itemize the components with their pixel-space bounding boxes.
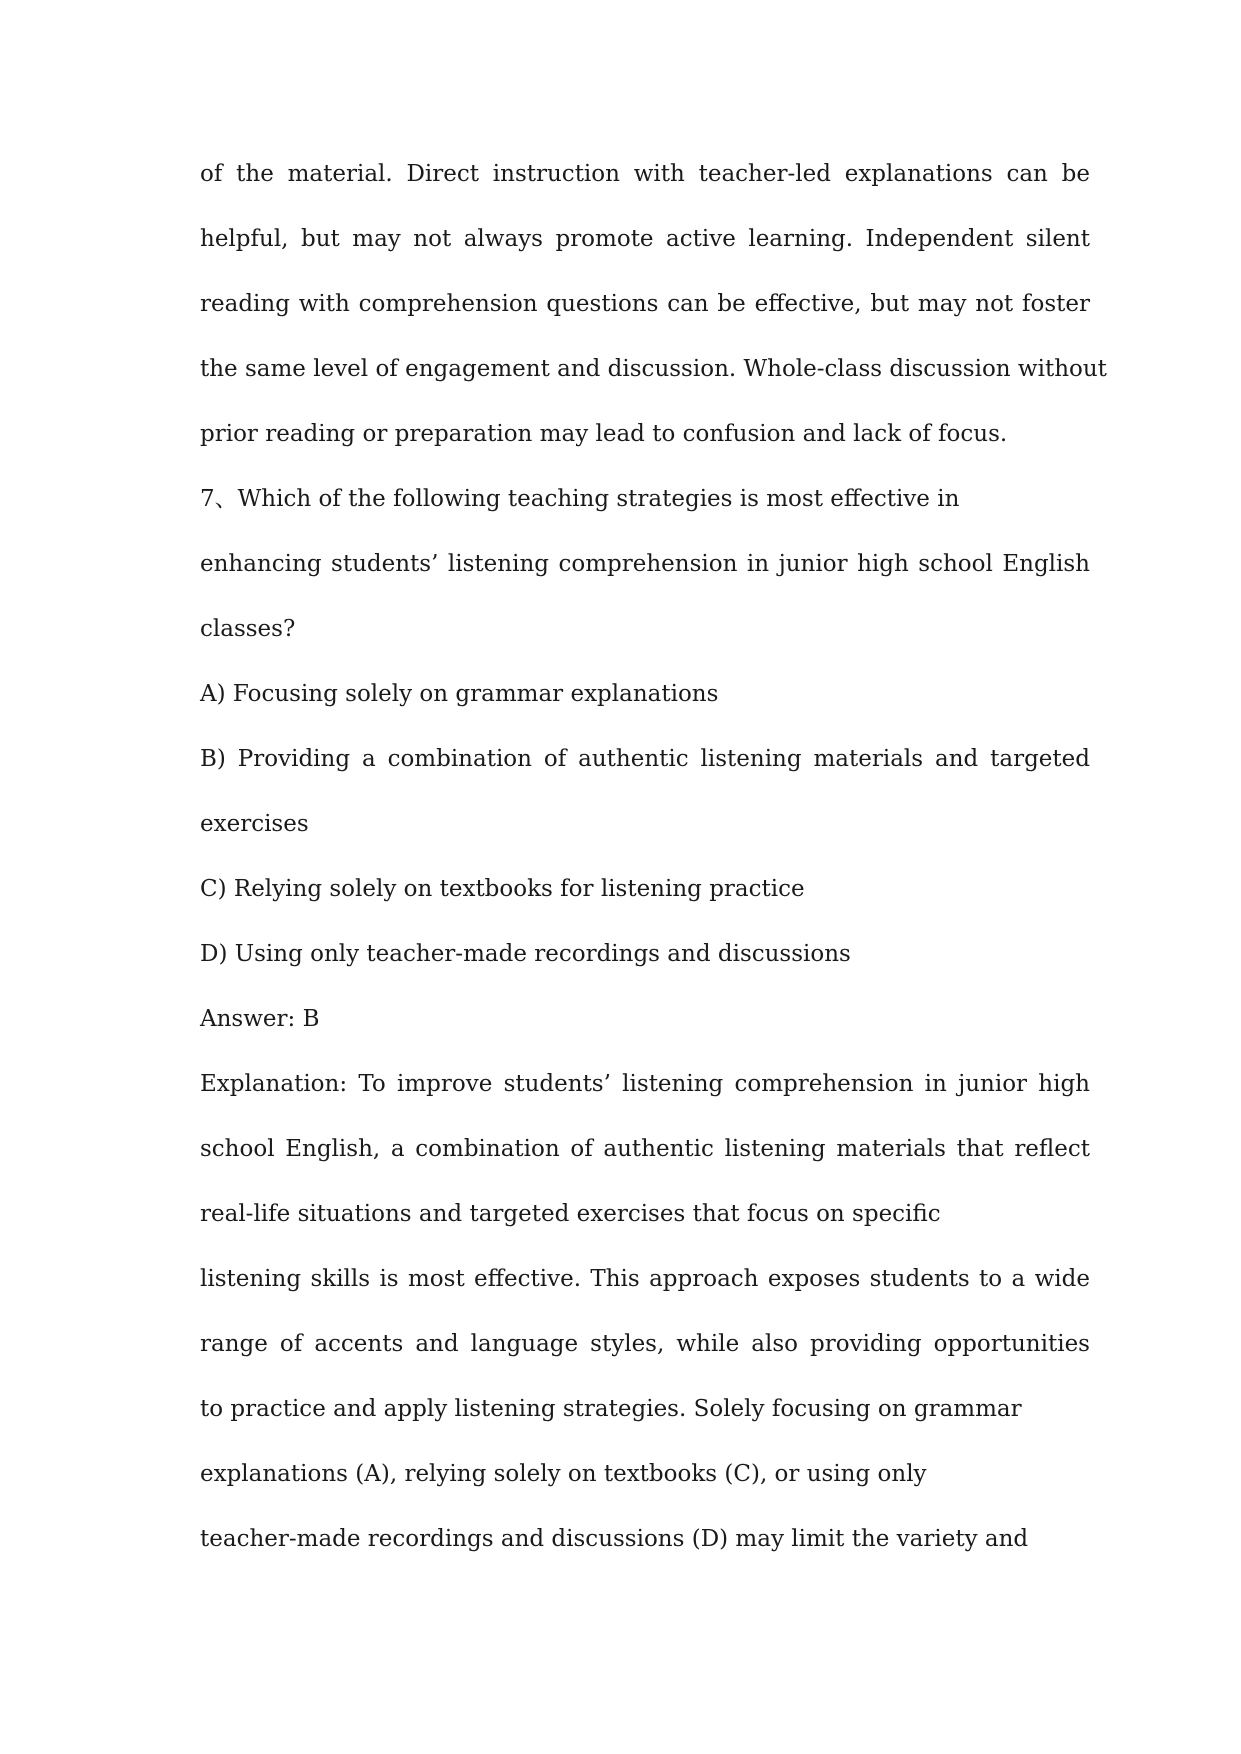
- document-body: [200, 142, 1107, 1572]
- explanation-line: explanations (A), relying solely on textbooks (C), or using only: [200, 1461, 927, 1487]
- explanation-line: school English, a combination of authentic listening materials that reflect: [200, 1136, 1090, 1162]
- question-stem: 7、Which of the following teaching strategies is most effective in: [200, 486, 960, 512]
- answer-line: Answer: B: [200, 1006, 320, 1032]
- text-line: helpful, but may not always promote active learning. Independent silent: [200, 226, 1090, 252]
- text-line: of the material. Direct instruction with teacher-led explanations can be: [200, 161, 1090, 187]
- question-stem: classes?: [200, 616, 296, 642]
- option-b: B) Providing a combination of authentic listening materials and targeted: [200, 746, 1090, 772]
- explanation-line: teacher-made recordings and discussions (D) may limit the variety and: [200, 1526, 1029, 1552]
- explanation-line: range of accents and language styles, while also providing opportunities: [200, 1331, 1090, 1357]
- question-stem: enhancing students’ listening comprehension in junior high school English: [200, 551, 1090, 577]
- text-line: reading with comprehension questions can be effective, but may not foster: [200, 291, 1090, 317]
- text-line: the same level of engagement and discussion. Whole-class discussion without: [200, 356, 1107, 382]
- explanation-line: Explanation: To improve students’ listening comprehension in junior high: [200, 1071, 1090, 1097]
- option-d: D) Using only teacher-made recordings and discussions: [200, 941, 851, 967]
- explanation-line: to practice and apply listening strategies. Solely focusing on grammar: [200, 1396, 1022, 1422]
- explanation-line: listening skills is most effective. This approach exposes students to a wide: [200, 1266, 1090, 1292]
- option-a: A) Focusing solely on grammar explanations: [200, 681, 719, 707]
- option-c: C) Relying solely on textbooks for listening practice: [200, 876, 805, 902]
- option-b: exercises: [200, 811, 309, 837]
- explanation-line: real-life situations and targeted exercises that focus on specific: [200, 1201, 941, 1227]
- text-line: prior reading or preparation may lead to confusion and lack of focus.: [200, 421, 1008, 447]
